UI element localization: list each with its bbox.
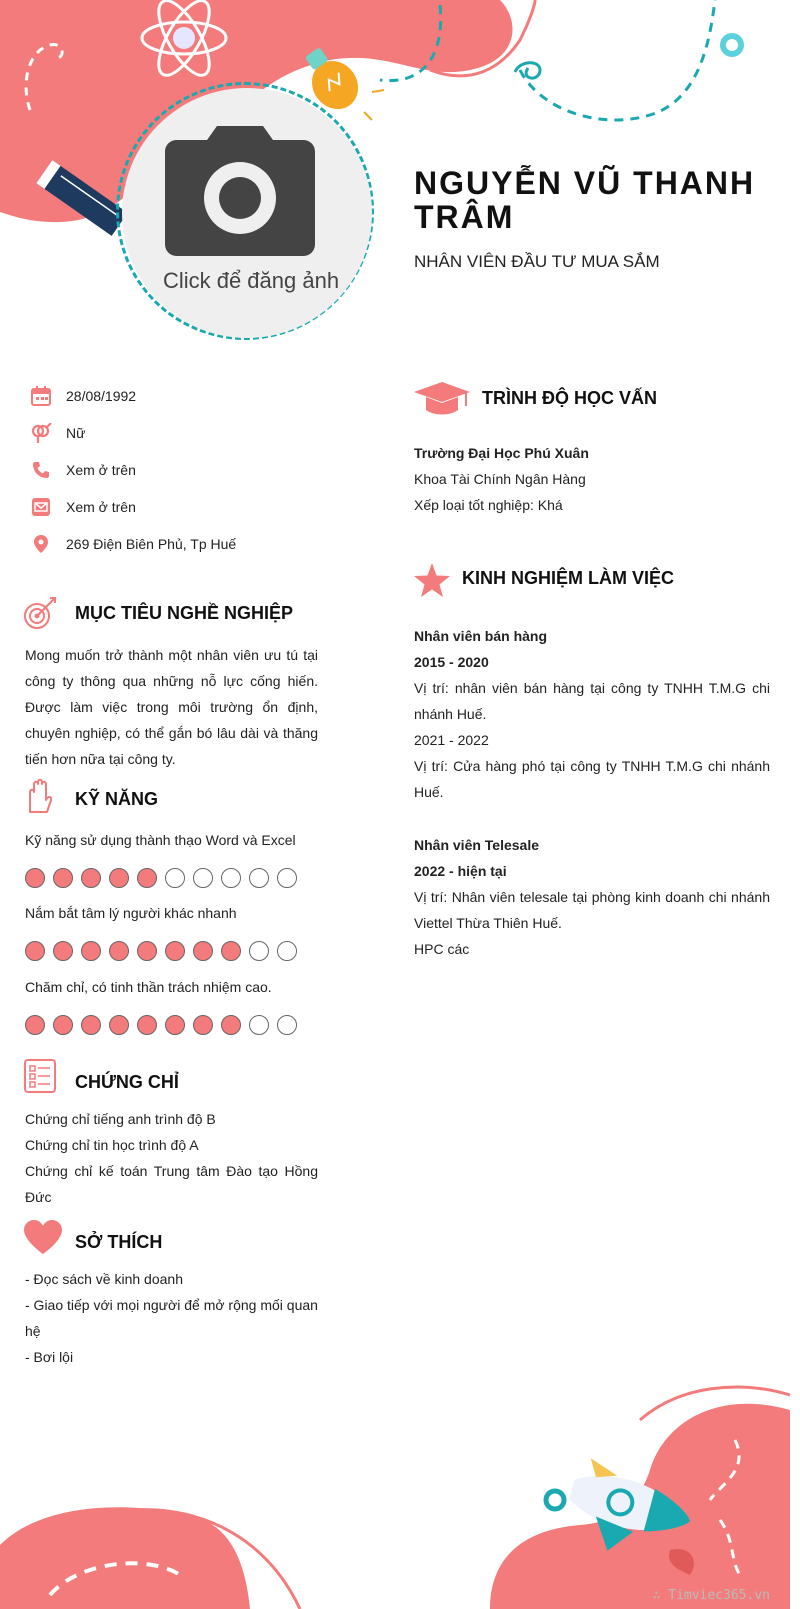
job-line: Vị trí: Cửa hàng phó tại công ty TNHH T.M.G chi nhánh Huế. <box>414 758 770 800</box>
hobby-item: - Đọc sách về kinh doanh <box>25 1271 183 1287</box>
certificate-item: Chứng chỉ kế toán Trung tâm Đào tạo Hồng Đức <box>25 1163 318 1205</box>
hobby-list <box>25 1266 318 1370</box>
job-line: Vị trí: Nhân viên telesale tại phòng kinh doanh chi nhánh Viettel Thừa Thiên Huế. <box>414 889 770 931</box>
job-entry <box>414 623 770 805</box>
education-title: TRÌNH ĐỘ HỌC VẤN <box>482 388 657 408</box>
camera-icon <box>165 124 315 256</box>
job-role: Nhân viên bán hàng <box>414 628 548 644</box>
small-loop <box>515 63 540 78</box>
target-icon <box>22 595 58 631</box>
skill-rating <box>25 1015 297 1035</box>
rating-dot-empty <box>277 868 297 888</box>
rating-dot-empty <box>193 868 213 888</box>
rating-dot-filled <box>221 1015 241 1035</box>
skills-title: KỸ NĂNG <box>75 789 159 809</box>
contact-phone <box>30 458 136 482</box>
rating-dot-filled <box>137 941 157 961</box>
location-pin-icon <box>30 533 52 555</box>
rating-dot-filled <box>81 941 101 961</box>
rating-dot-filled <box>221 941 241 961</box>
phone-icon <box>30 459 52 481</box>
rating-dot-filled <box>193 1015 213 1035</box>
email-icon <box>30 496 52 518</box>
rating-dot-filled <box>81 868 101 888</box>
rating-dot-filled <box>109 941 129 961</box>
rating-dot-filled <box>53 1015 73 1035</box>
job-line: HPC các <box>414 941 470 957</box>
teal-ring <box>723 36 741 54</box>
watermark: ∴ Timviec365.vn <box>652 1588 770 1603</box>
contact-email <box>30 495 136 519</box>
heart-icon <box>24 1220 62 1254</box>
graduation-grade: Xếp loại tốt nghiệp: Khá <box>414 497 563 513</box>
graduation-cap-icon <box>414 380 470 416</box>
rating-dot-filled <box>193 941 213 961</box>
job-line: 2021 - 2022 <box>414 732 489 748</box>
hobby-item: - Giao tiếp với mọi người để mở rộng mối quan hệ <box>25 1297 318 1339</box>
rating-dot-empty <box>249 868 269 888</box>
contact-address <box>30 532 236 556</box>
skill-label: Nắm bắt tâm lý người khác nhanh <box>25 905 237 921</box>
rating-dot-empty <box>249 941 269 961</box>
rating-dot-empty <box>221 868 241 888</box>
objective-text: Mong muốn trở thành một nhân viên ưu tú tại công ty thông qua những nỗ lực cống hiến. Được làm việc trong môi trường ổn định, chuyên nghiệp, có thể gắn bó lâu dài và thăng tiến hơn nữa tại công ty. <box>25 647 318 767</box>
rating-dot-filled <box>53 868 73 888</box>
rating-dot-empty <box>277 1015 297 1035</box>
hobby-item: - Bơi lội <box>25 1349 74 1365</box>
star-icon <box>414 563 450 597</box>
hand-icon <box>22 778 58 814</box>
rating-dot-empty <box>165 868 185 888</box>
job-title: NHÂN VIÊN ĐẦU TƯ MUA SẮM <box>414 252 660 271</box>
skill-rating <box>25 868 297 888</box>
certificate-item: Chứng chỉ tin học trình độ A <box>25 1137 199 1153</box>
job-period: 2022 - hiện tại <box>414 863 507 879</box>
job-line: Vị trí: nhân viên bán hàng tại công ty TNHH T.M.G chi nhánh Huế. <box>414 680 770 722</box>
gender-icon <box>30 422 52 444</box>
rating-dot-filled <box>25 941 45 961</box>
rating-dot-filled <box>53 941 73 961</box>
contact-value: Xem ở trên <box>66 462 136 478</box>
contact-birthdate <box>30 384 136 408</box>
job-entry <box>414 832 770 962</box>
skill-label: Chăm chỉ, có tinh thần trách nhiệm cao. <box>25 979 272 995</box>
certificates-title: CHỨNG CHỈ <box>75 1072 179 1092</box>
rating-dot-filled <box>165 1015 185 1035</box>
skill-label: Kỹ năng sử dụng thành thạo Word và Excel <box>25 832 296 848</box>
candidate-name: NGUYỄN VŨ THANH TRÂM <box>414 165 756 235</box>
rating-dot-empty <box>249 1015 269 1035</box>
hobbies-title: SỞ THÍCH <box>75 1232 163 1252</box>
school-name: Trường Đại Học Phú Xuân <box>414 445 589 461</box>
rating-dot-filled <box>25 1015 45 1035</box>
rating-dot-filled <box>137 868 157 888</box>
photo-upload-label[interactable]: Click để đăng ảnh <box>162 268 340 293</box>
job-role: Nhân viên Telesale <box>414 837 540 853</box>
rating-dot-filled <box>165 941 185 961</box>
bottom-teal-ring <box>546 1491 564 1509</box>
bulb-rays <box>364 90 384 120</box>
rating-dot-filled <box>25 868 45 888</box>
calendar-icon <box>30 385 52 407</box>
certificate-list <box>25 1106 318 1210</box>
contact-value: Nữ <box>66 425 86 441</box>
job-period: 2015 - 2020 <box>414 654 489 670</box>
contact-gender <box>30 421 85 445</box>
rating-dot-filled <box>109 868 129 888</box>
skill-rating <box>25 941 297 961</box>
experience-title: KINH NGHIỆM LÀM VIỆC <box>462 568 675 588</box>
rating-dot-filled <box>137 1015 157 1035</box>
contact-value: 269 Điện Biên Phủ, Tp Huế <box>66 536 237 552</box>
rating-dot-empty <box>277 941 297 961</box>
rating-dot-filled <box>81 1015 101 1035</box>
checklist-icon <box>22 1058 58 1094</box>
contact-value: 28/08/1992 <box>66 388 137 404</box>
education-details <box>414 440 770 518</box>
faculty: Khoa Tài Chính Ngân Hàng <box>414 471 586 487</box>
objective-title: MỤC TIÊU NGHỀ NGHIỆP <box>75 603 294 623</box>
contact-value: Xem ở trên <box>66 499 136 515</box>
certificate-item: Chứng chỉ tiếng anh trình độ B <box>25 1111 216 1127</box>
rating-dot-filled <box>109 1015 129 1035</box>
